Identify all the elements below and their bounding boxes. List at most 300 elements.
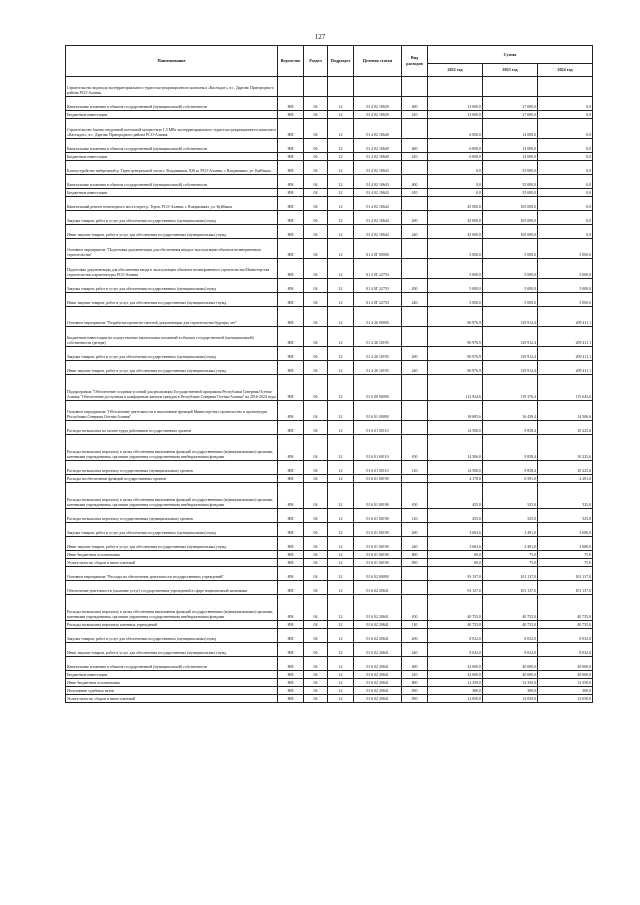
cell-section: 04	[304, 225, 328, 239]
cell-2024: 40 755,0	[538, 621, 593, 629]
cell-2023: 9 858,4	[483, 435, 538, 461]
cell-dept: 808	[278, 197, 304, 211]
cell-2022: 80 976,9	[428, 327, 483, 347]
cell-2022: 40 755,0	[428, 621, 483, 629]
cell-target: 01 4 0Г 00000	[354, 239, 402, 259]
cell-target: 01 6 01 00190	[354, 475, 402, 483]
cell-2022: 93 137,0	[428, 581, 483, 595]
cell-expense: 240	[402, 361, 428, 375]
cell-2024: 0,0	[538, 119, 593, 139]
cell-name: Иные закупки товаров, работ и услуг для обеспечения государственных (муниципальных) нужд	[66, 225, 278, 239]
cell-target: 01 6 02 20641	[354, 687, 402, 695]
cell-subsection: 12	[328, 523, 354, 537]
cell-dept: 808	[278, 175, 304, 189]
cell-dept: 808	[278, 225, 304, 239]
header-target: Целевая статья	[354, 46, 402, 77]
table-row	[66, 621, 593, 629]
cell-expense: 800	[402, 679, 428, 687]
cell-2023: 5 000,0	[483, 279, 538, 293]
table-row	[66, 461, 593, 475]
cell-target: 01 4 26 10195	[354, 347, 402, 361]
header-dept: Ведомство	[278, 46, 304, 77]
cell-subsection: 12	[328, 139, 354, 153]
table-row	[66, 161, 593, 175]
cell-expense: 240	[402, 537, 428, 551]
table-row	[66, 483, 593, 509]
cell-name: Основное мероприятие "Обеспечение деятельности и выполнение функций Министерства строительства и архитектуры Республики Северная Осетия-Алания"	[66, 401, 278, 421]
cell-expense: 100	[402, 483, 428, 509]
table-row	[66, 77, 593, 97]
cell-subsection: 12	[328, 435, 354, 461]
cell-2023: 9 858,4	[483, 421, 538, 435]
table-row	[66, 475, 593, 483]
cell-expense	[402, 119, 428, 139]
table-row	[66, 211, 593, 225]
cell-target: 01 6 01 00190	[354, 551, 402, 559]
header-name: Наименование	[66, 46, 278, 77]
cell-dept: 808	[278, 97, 304, 111]
cell-section: 04	[304, 475, 328, 483]
cell-2022: 8 032,0	[428, 643, 483, 657]
cell-name: Закупка товаров, работ и услуг для обеспечения государственных (муниципальных) нужд	[66, 279, 278, 293]
cell-subsection: 12	[328, 259, 354, 279]
cell-2024: 525,0	[538, 509, 593, 523]
cell-2022: 455,0	[428, 483, 483, 509]
cell-subsection: 12	[328, 189, 354, 197]
cell-expense: 830	[402, 687, 428, 695]
cell-dept: 808	[278, 509, 304, 523]
cell-subsection: 12	[328, 657, 354, 671]
cell-expense: 200	[402, 211, 428, 225]
cell-2023: 118 376,4	[483, 375, 538, 401]
cell-2022: 40 755,0	[428, 595, 483, 621]
cell-subsection: 12	[328, 509, 354, 523]
cell-2023: 3 481,0	[483, 523, 538, 537]
cell-section: 04	[304, 523, 328, 537]
cell-subsection: 12	[328, 567, 354, 581]
cell-section: 04	[304, 307, 328, 327]
cell-subsection: 12	[328, 537, 354, 551]
table-row	[66, 643, 593, 657]
table-row	[66, 375, 593, 401]
cell-name: Закупка товаров, работ и услуг для обеспечения государственных (муниципальных) нужд	[66, 211, 278, 225]
cell-2024: 10 225,6	[538, 461, 593, 475]
cell-2023: 3 481,0	[483, 537, 538, 551]
cell-2024: 0,0	[538, 153, 593, 161]
table-row	[66, 509, 593, 523]
page-number: 127	[314, 33, 326, 41]
table-row	[66, 225, 593, 239]
cell-section: 04	[304, 679, 328, 687]
cell-target: 01 6 01 00110	[354, 421, 402, 435]
cell-subsection: 12	[328, 687, 354, 695]
cell-expense: 100	[402, 435, 428, 461]
cell-expense	[402, 581, 428, 595]
cell-section: 04	[304, 197, 328, 211]
cell-section: 04	[304, 581, 328, 595]
cell-2022: 45 000,0	[428, 225, 483, 239]
cell-2022: 80 976,9	[428, 307, 483, 327]
cell-section: 04	[304, 695, 328, 703]
cell-2023: 5 000,0	[483, 293, 538, 307]
cell-expense: 800	[402, 551, 428, 559]
cell-dept: 808	[278, 259, 304, 279]
cell-name: Иные закупки товаров, работ и услуг для обеспечения государственных (муниципальных) нужд	[66, 361, 278, 375]
cell-dept: 808	[278, 421, 304, 435]
cell-2022: 14 506,0	[428, 421, 483, 435]
cell-name: Строительство блочно-модульной котельной мощностью 1,5 МВт экстерриториального туристско-рекреационного комплекса «Кастыдат», в с. Даргавс Пригородного района РСО-Алания	[66, 119, 278, 139]
cell-2024: 10 225,6	[538, 421, 593, 435]
cell-2023: 75,0	[483, 559, 538, 567]
cell-expense: 400	[402, 175, 428, 189]
cell-2022: 93 137,0	[428, 567, 483, 581]
cell-2022: 6 000,0	[428, 153, 483, 161]
cell-2023: 40 755,0	[483, 595, 538, 621]
cell-2022: 300,0	[428, 687, 483, 695]
cell-expense: 410	[402, 153, 428, 161]
cell-section: 04	[304, 671, 328, 679]
table-row	[66, 629, 593, 643]
cell-target: 01 6 01 00190	[354, 559, 402, 567]
header-section: Раздел	[304, 46, 328, 77]
cell-dept: 808	[278, 361, 304, 375]
cell-dept: 808	[278, 119, 304, 139]
cell-expense: 110	[402, 621, 428, 629]
cell-2024: 0,0	[538, 189, 593, 197]
cell-2022: 5 000,0	[428, 293, 483, 307]
cell-expense	[402, 197, 428, 211]
cell-subsection: 12	[328, 483, 354, 509]
cell-name: Бюджетные инвестиции	[66, 671, 278, 679]
cell-2024: 8 032,0	[538, 643, 593, 657]
cell-2024: 40 755,0	[538, 595, 593, 621]
cell-2024: 75,0	[538, 551, 593, 559]
cell-section: 04	[304, 559, 328, 567]
cell-target: 01 6 01 00000	[354, 401, 402, 421]
cell-subsection: 12	[328, 375, 354, 401]
cell-2024: 525,0	[538, 483, 593, 509]
cell-dept: 808	[278, 483, 304, 509]
cell-target: 01 4 02 10639	[354, 97, 402, 111]
cell-2023: 129 912,4	[483, 327, 538, 347]
cell-2023	[483, 77, 538, 97]
cell-expense	[402, 567, 428, 581]
cell-2022	[428, 77, 483, 97]
cell-target: 01 4 26 10195	[354, 327, 402, 347]
cell-target: 01 6 01 00110	[354, 435, 402, 461]
table-row	[66, 279, 593, 293]
cell-2022: 0,0	[428, 161, 483, 175]
cell-target: 01 4 26 00000	[354, 307, 402, 327]
cell-name: Иные бюджетные ассигнования	[66, 551, 278, 559]
cell-name: Бюджетные инвестиции	[66, 189, 278, 197]
cell-subsection: 12	[328, 581, 354, 595]
header-sum: Сумма	[428, 46, 593, 64]
cell-section: 04	[304, 259, 328, 279]
cell-expense: 200	[402, 347, 428, 361]
cell-subsection: 12	[328, 551, 354, 559]
cell-2024: 0,0	[538, 161, 593, 175]
cell-2023: 40 000,0	[483, 657, 538, 671]
cell-2023: 12 350,0	[483, 679, 538, 687]
cell-expense: 100	[402, 595, 428, 621]
cell-2024: 4 281,0	[538, 475, 593, 483]
cell-2024: 0,0	[538, 175, 593, 189]
cell-subsection: 12	[328, 161, 354, 175]
cell-2023: 300,0	[483, 687, 538, 695]
table-row	[66, 293, 593, 307]
cell-2023: 105 000,0	[483, 197, 538, 211]
cell-dept: 808	[278, 551, 304, 559]
cell-name: Иные закупки товаров, работ и услуг для обеспечения государственных (муниципальных) нужд	[66, 293, 278, 307]
cell-2024: 5 000,0	[538, 239, 593, 259]
cell-target: 01 4 02 10644	[354, 225, 402, 239]
cell-2022: 60,0	[428, 551, 483, 559]
cell-name: Расходы на выплаты персоналу государственных (муниципальных) органов	[66, 509, 278, 523]
cell-2022: 45 000,0	[428, 211, 483, 225]
cell-target: 01 6 00 00000	[354, 375, 402, 401]
cell-expense	[402, 161, 428, 175]
cell-subsection: 12	[328, 559, 354, 567]
cell-2023: 55 000,0	[483, 189, 538, 197]
cell-section: 04	[304, 327, 328, 347]
cell-name: Капитальные вложения в объекты государственной (муниципальной) собственности	[66, 97, 278, 111]
cell-section: 04	[304, 461, 328, 475]
cell-section: 04	[304, 139, 328, 153]
cell-section: 04	[304, 687, 328, 695]
cell-target: 01 6 02 20641	[354, 671, 402, 679]
cell-dept: 808	[278, 629, 304, 643]
cell-target: 01 6 01 00110	[354, 461, 402, 475]
cell-target: 01 6 02 20641	[354, 695, 402, 703]
cell-2022: 5 000,0	[428, 239, 483, 259]
cell-2024: 3 680,0	[538, 537, 593, 551]
cell-2022: 5 000,0	[428, 279, 483, 293]
cell-section: 04	[304, 401, 328, 421]
cell-expense: 240	[402, 293, 428, 307]
cell-name: Иные бюджетные ассигнования	[66, 679, 278, 687]
cell-target: 01 4 0Г 22753	[354, 259, 402, 279]
cell-target	[354, 77, 402, 97]
cell-section: 04	[304, 97, 328, 111]
table-row	[66, 551, 593, 559]
cell-2024: 209 411,1	[538, 327, 593, 347]
cell-dept: 808	[278, 139, 304, 153]
cell-expense: 410	[402, 189, 428, 197]
table-row	[66, 695, 593, 703]
cell-dept: 808	[278, 279, 304, 293]
table-row	[66, 153, 593, 161]
cell-2024: 0,0	[538, 225, 593, 239]
cell-2022: 5 000,0	[428, 259, 483, 279]
cell-2024: 14 506,6	[538, 401, 593, 421]
cell-section: 04	[304, 239, 328, 259]
cell-2024: 5 000,0	[538, 279, 593, 293]
cell-2023: 8 032,0	[483, 643, 538, 657]
cell-name: Расходы на выплаты персоналу казенных учреждений	[66, 621, 278, 629]
cell-section: 04	[304, 375, 328, 401]
cell-target: 01 6 02 20641	[354, 621, 402, 629]
cell-target: 01 6 02 20641	[354, 581, 402, 595]
table-row	[66, 679, 593, 687]
cell-2022: 80 976,9	[428, 347, 483, 361]
cell-expense	[402, 421, 428, 435]
cell-2022: 6 000,0	[428, 119, 483, 139]
cell-expense	[402, 259, 428, 279]
cell-section: 04	[304, 361, 328, 375]
table-row	[66, 361, 593, 375]
cell-name: Расходы на выплаты персоналу государственных (муниципальных) органов	[66, 461, 278, 475]
cell-dept: 808	[278, 595, 304, 621]
cell-subsection: 12	[328, 279, 354, 293]
cell-dept: 808	[278, 307, 304, 327]
cell-expense: 400	[402, 139, 428, 153]
cell-subsection: 12	[328, 97, 354, 111]
cell-subsection: 12	[328, 595, 354, 621]
cell-subsection: 12	[328, 153, 354, 161]
cell-name: Строительство водовода экстерриториального туристско-рекреационного комплекса «Кастыдат», в с. Даргавс Пригородного района РСО-Алания	[66, 77, 278, 97]
cell-2024: 209 411,1	[538, 361, 593, 375]
cell-section: 04	[304, 629, 328, 643]
cell-target: 01 6 01 00190	[354, 537, 402, 551]
cell-2024: 8 032,0	[538, 629, 593, 643]
cell-2024: 0,0	[538, 111, 593, 119]
cell-2022: 8 032,0	[428, 629, 483, 643]
cell-name: Расходы на выплаты персоналу в целях обеспечения выполнения функций государственными (муниципальными) органами, казенными учреждениями, органами управления государственными внебюджетными фондами	[66, 435, 278, 461]
table-row	[66, 537, 593, 551]
cell-target: 01 4 02 10643	[354, 189, 402, 197]
cell-dept: 808	[278, 643, 304, 657]
cell-2023: 5 000,0	[483, 259, 538, 279]
cell-2024: 5 000,0	[538, 259, 593, 279]
cell-2022: 13 000,0	[428, 97, 483, 111]
cell-2023: 55 000,0	[483, 175, 538, 189]
cell-subsection: 12	[328, 679, 354, 687]
cell-2023: 27 000,0	[483, 111, 538, 119]
cell-2023: 55 000,0	[483, 161, 538, 175]
cell-expense: 400	[402, 97, 428, 111]
cell-expense: 200	[402, 629, 428, 643]
table-body	[66, 77, 593, 703]
cell-name: Иные закупки товаров, работ и услуг для обеспечения государственных (муниципальных) нужд	[66, 537, 278, 551]
cell-2023: 525,0	[483, 509, 538, 523]
cell-section: 04	[304, 595, 328, 621]
cell-2023: 75,0	[483, 551, 538, 559]
cell-2022: 14 506,0	[428, 461, 483, 475]
cell-expense	[402, 307, 428, 327]
cell-2022: 0,0	[428, 189, 483, 197]
cell-subsection: 12	[328, 621, 354, 629]
cell-dept: 808	[278, 161, 304, 175]
cell-2024: 75,0	[538, 559, 593, 567]
cell-dept: 808	[278, 671, 304, 679]
table-row	[66, 401, 593, 421]
cell-2023: 105 000,0	[483, 211, 538, 225]
cell-2024: 115 643,6	[538, 375, 593, 401]
cell-section: 04	[304, 161, 328, 175]
cell-2024: 209 411,1	[538, 307, 593, 327]
cell-2024: 209 411,1	[538, 347, 593, 361]
cell-section: 04	[304, 537, 328, 551]
cell-expense: 410	[402, 671, 428, 679]
cell-subsection: 12	[328, 643, 354, 657]
cell-subsection: 12	[328, 197, 354, 211]
table-row	[66, 327, 593, 347]
table-row	[66, 567, 593, 581]
cell-section: 04	[304, 153, 328, 161]
cell-2024: 0,0	[538, 97, 593, 111]
cell-name: Основное мероприятие "Расходы на обеспечение деятельности государственных учреждений"	[66, 567, 278, 581]
cell-2024: 0,0	[538, 139, 593, 153]
cell-expense: 200	[402, 523, 428, 537]
cell-2022: 18 685,6	[428, 401, 483, 421]
cell-target: 01 6 02 20641	[354, 679, 402, 687]
cell-expense: 850	[402, 559, 428, 567]
cell-subsection: 12	[328, 225, 354, 239]
cell-section: 04	[304, 435, 328, 461]
table-row	[66, 687, 593, 695]
cell-name: Капитальные вложения в объекты государственной (муниципальной) собственности	[66, 657, 278, 671]
cell-name: Капитальный ремонт пешеходного моста через р. Терек, РСО-Алания, г. Владикавказ, ул. Куйбыша	[66, 197, 278, 211]
cell-expense	[402, 401, 428, 421]
cell-target: 01 4 02 10644	[354, 211, 402, 225]
table-row	[66, 581, 593, 595]
table-row	[66, 97, 593, 111]
cell-2023: 14 000,0	[483, 119, 538, 139]
cell-2024: 12 050,0	[538, 695, 593, 703]
cell-2022: 45 000,0	[428, 197, 483, 211]
cell-expense: 120	[402, 509, 428, 523]
cell-name: Закупка товаров, работ и услуг для обеспечения государственных (муниципальных) нужд	[66, 629, 278, 643]
cell-target: 01 4 02 10643	[354, 175, 402, 189]
cell-2023: 14 000,0	[483, 139, 538, 153]
cell-dept: 808	[278, 679, 304, 687]
cell-target: 01 6 02 20641	[354, 643, 402, 657]
cell-2023: 6 581,0	[483, 475, 538, 483]
cell-2024: 40 000,0	[538, 671, 593, 679]
cell-target: 01 6 02 20641	[354, 595, 402, 621]
cell-2023: 101 137,0	[483, 567, 538, 581]
cell-dept: 808	[278, 239, 304, 259]
cell-name: Расходы на выплаты персоналу в целях обеспечения выполнения функций государственными (муниципальными) органами, казенными учреждениями, органами управления государственными внебюджетными фондами	[66, 483, 278, 509]
cell-subsection: 12	[328, 211, 354, 225]
cell-target: 01 6 02 20641	[354, 657, 402, 671]
cell-2024: 40 000,0	[538, 657, 593, 671]
cell-name: Подпрограмма "Обеспечение создания условий для реализации Государственной программы Республики Северная Осетия-Алания "Обеспечение доступным и комфортным жильем граждан в Республике Северная Осетия-Алания" на 2016-2024 годы	[66, 375, 278, 401]
cell-2024: 0,0	[538, 197, 593, 211]
cell-2022: 3 663,6	[428, 523, 483, 537]
cell-dept: 808	[278, 695, 304, 703]
cell-name: Исполнение судебных актов	[66, 687, 278, 695]
cell-dept: 808	[278, 347, 304, 361]
table-row	[66, 119, 593, 139]
cell-section: 04	[304, 175, 328, 189]
cell-dept: 808	[278, 537, 304, 551]
cell-target: 01 6 01 00190	[354, 483, 402, 509]
cell-subsection: 12	[328, 401, 354, 421]
cell-dept: 808	[278, 559, 304, 567]
cell-section: 04	[304, 111, 328, 119]
cell-dept: 808	[278, 461, 304, 475]
cell-name: Бюджетные инвестиции	[66, 153, 278, 161]
cell-dept: 808	[278, 657, 304, 671]
table-row	[66, 197, 593, 211]
cell-dept: 808	[278, 401, 304, 421]
cell-name: Капитальные вложения в объекты государственной (муниципальной) собственности	[66, 175, 278, 189]
cell-dept: 808	[278, 293, 304, 307]
table-row	[66, 259, 593, 279]
cell-2023: 101 137,0	[483, 581, 538, 595]
